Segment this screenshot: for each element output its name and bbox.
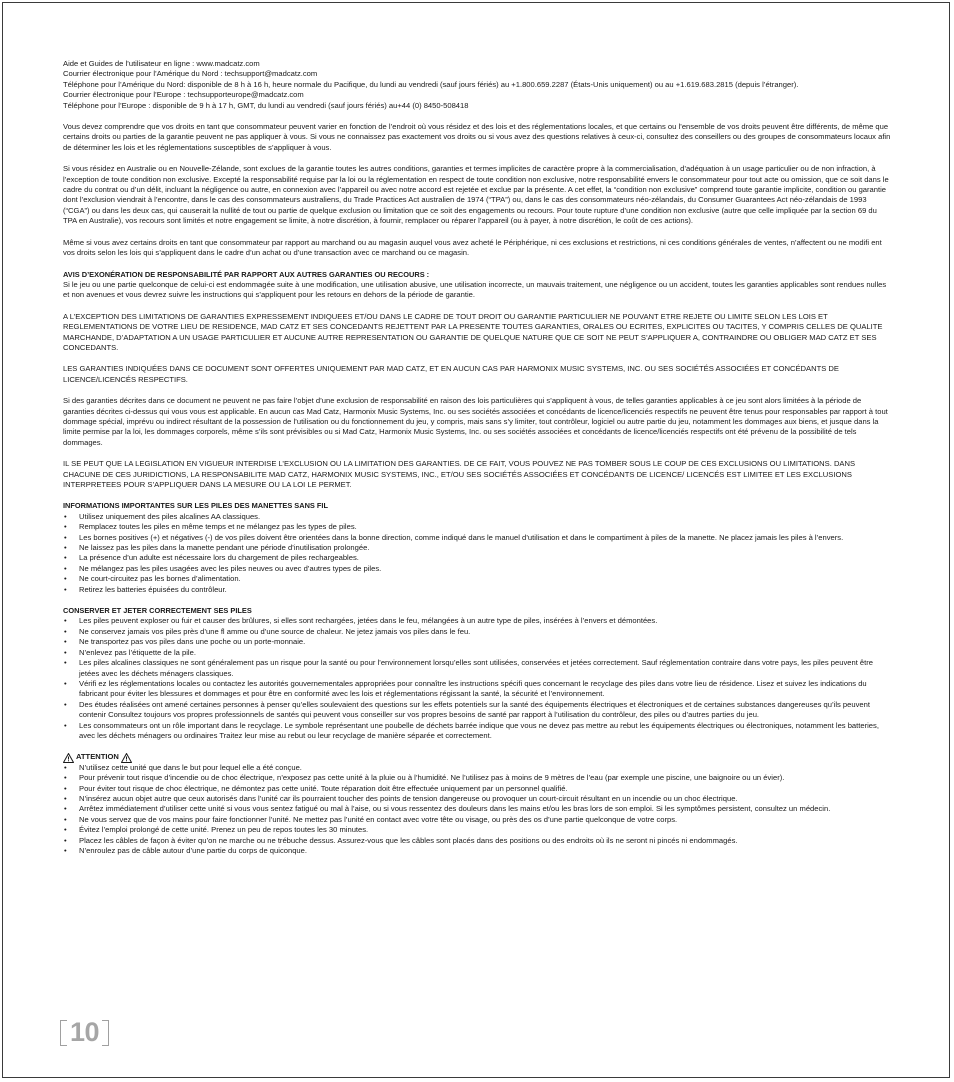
paragraph-text: IL SE PEUT QUE LA LEGISLATION EN VIGUEUR INTERDISE L’EXCLUSION OU LA LIMITATION DES GARANTIES. DE CE FAIT, VOUS POUVEZ NE PAS TOMBER SOUS LE COUP DE CES EXCLUSIONS OU LIMITATIONS. DANS CHACUNE DE CES JURIDICTIONS, LA RESPONSABILITE MAD CATZ, HARMONIX MUSIC SYSTEMS, INC., ET/OU SES SOCIÉTÉS ASSOCIÉES ET CONCÉDANTS DE LICENCE/ LICENCÉS EST LIMITEE ET LES EXCLUSIONS INTERPRETEES POUR S’APPLIQUER DANS LA MESURE OU LA LOI LE PERMET. bbox=[63, 459, 856, 489]
rights-paragraph bbox=[63, 122, 891, 153]
list-item: • N’insérez aucun objet autre que ceux autorisés dans l’unité car ils pourraient toucher des points de tension dangereuse ou provoquer un court-circuit résultant en un incendie ou un choc électrique. bbox=[63, 794, 891, 804]
storage-list bbox=[63, 616, 891, 741]
list-item: • Ne conservez jamais vos piles près d’une fl amme ou d’une source de chaleur. Ne jetez jamais vos piles dans le feu. bbox=[63, 627, 891, 637]
list-item: • Des études réalisées ont amené certaines personnes à penser qu’elles soulevaient des questions sur les effets potentiels sur la santé des équipements électriques et électroniques et de certaines substances dangereuses qu’ils peuvent contenir Consultez toujours vos propres professionnels de santés qui peuvent vous conseiller sur vos propres besoins de santé par rapport à l’utilisation du contrôleur, des piles ou d’autres parties du jeu. bbox=[63, 700, 891, 721]
section-heading: CONSERVER ET JETER CORRECTEMENT SES PILES bbox=[63, 606, 252, 616]
bracket-left bbox=[60, 1020, 67, 1046]
legislation-paragraph bbox=[63, 459, 891, 490]
attention-heading bbox=[63, 752, 891, 762]
list-item: • Utilisez uniquement des piles alcalines AA classiques. bbox=[63, 512, 891, 522]
paragraph-text: Si le jeu ou une partie quelconque de celui-ci est endommagée suite à une modification, une utilisation abusive, une utilisation incorrecte, un mauvais traitement, une négligence ou un accident, toutes les garanties applicables sont rendues nulles et non avenues et vous devrez suivre les instructions qui s’appliquent pour les retours en dehors de la période de garantie. bbox=[63, 279, 887, 300]
list-item: • Vérifi ez les réglementations locales ou contactez les autorités gouvernementales appropriées pour connaître les instructions spécifi ques concernant le recyclage des piles dans votre lieu de résidence. Lisez et suivez les indications du fabricant pour éviter les blessures et dommages et pour être en conformité avec les lois et réglementations régissant la santé, la sécurité et l’environnement. bbox=[63, 679, 891, 700]
contact-line: Téléphone pour l’Amérique du Nord: disponible de 8 h à 16 h, heure normale du Pacifique, du lundi au vendredi (sauf jours fériés) au +1.800.659.2287 (États-Unis uniquement) ou au +1.619.683.2815 (depuis l’étranger). bbox=[63, 79, 799, 89]
contact-line: Courrier électronique pour l’Europe : techsupportеurope@madcatz.com bbox=[63, 90, 304, 100]
list-item: • Retirez les batteries épuisées du contrôleur. bbox=[63, 585, 891, 595]
attention-section bbox=[63, 752, 891, 856]
page-number bbox=[60, 1019, 109, 1046]
offered-paragraph bbox=[63, 364, 891, 385]
warning-triangle-icon bbox=[121, 753, 132, 763]
battery-list bbox=[63, 512, 891, 595]
list-item: • Arrêtez immédiatement d’utiliser cette unité si vous vous sentez fatigué ou mal à l’aise, ou si vous ressentez des douleurs dans les mains et/ou les bras lors de son emploi. Si les symptômes persistent, consultez un médecin. bbox=[63, 804, 891, 814]
disclaimer-section bbox=[63, 270, 891, 301]
list-item: • Les bornes positives (+) et négatives (-) de vos piles doivent être orientées dans la bonne direction, comme indiqué dans le manuel d’utilisation et dans le compartiment à piles de la manette. Ne placez jamais les piles à l’envers. bbox=[63, 533, 891, 543]
list-item: • Pour éviter tout risque de choc électrique, ne démontez pas cette unité. Toute réparation doit être effectuée uniquement par un personnel qualifié. bbox=[63, 784, 891, 794]
document-body bbox=[63, 59, 891, 867]
contact-line: Téléphone pour l’Europe : disponible de 9 h à 17 h, GMT, du lundi au vendredi (sauf jours fériés) au+44 (0) 8450-508418 bbox=[63, 100, 469, 110]
list-item: • N’utilisez cette unité que dans le but pour lequel elle a été conçue. bbox=[63, 763, 891, 773]
list-item: • Pour prévenir tout risque d’incendie ou de choc électrique, n’exposez pas cette unité à la pluie ou à l’humidité. Ne l’utilisez pas à moins de 9 mètres de l’eau (par exemple une piscine, une baignoire ou un évier). bbox=[63, 773, 891, 783]
list-item: • Ne laissez pas les piles dans la manette pendant une période d’inutilisation prolongée. bbox=[63, 543, 891, 553]
list-item: • Les piles alcalines classiques ne sont généralement pas un risque pour la santé ou pour l’environnement lorsqu’elles sont utilisées, conservées et jetées correctement. Sauf réglementation contraire dans votre pays, les piles peuvent être jetées avec les déchets ménagers classiques. bbox=[63, 658, 891, 679]
section-heading: INFORMATIONS IMPORTANTES SUR LES PILES DES MANETTES SANS FIL bbox=[63, 501, 328, 511]
contact-block bbox=[63, 59, 891, 111]
paragraph-text: Si des garanties décrites dans ce document ne peuvent ne pas faire l’objet d’une exclusion de responsabilité en raison des lois particulières qui s’appliquent à vous, de telles garanties applicables à ce jeu sont alors limitées à la période de garanties décrites ci-dessus qui vous vous est applicable. En aucun cas Mad Catz, Harmonix Music Systems, Inc. ou ses sociétés associées et concédants de licence/licenciés respectifs ne peuvent être tenus pour responsables par rapport à tout dommage spécial, imprévu ou indirect résultant de la possession de l’utilisation ou du fonctionnement du jeu, y compris, mais sans s’y limiter, tout contrôleur, logiciel ou autre partie du jeu, notamment les dommages aux biens, et jusque dans la limite permise par la loi, les dommages corporels, même s’ils sont prévisibles ou si Mad Catz, Harmonix Music Systems, Inc. ou ses sociétés associées et concédants de licence/licenciés respectifs ont été prévenu de la possibilité de tels dommages. bbox=[63, 396, 888, 447]
contact-line: Aide et Guides de l’utilisateur en ligne : www.madcatz.com bbox=[63, 59, 260, 68]
exception-paragraph bbox=[63, 312, 891, 354]
list-item: • N’enlevez pas l’étiquette de la pile. bbox=[63, 648, 891, 658]
list-item: • Ne mélangez pas les piles usagées avec les piles neuves ou avec d’autres types de piles. bbox=[63, 564, 891, 574]
storage-section bbox=[63, 606, 891, 741]
bracket-right bbox=[102, 1020, 109, 1046]
list-item: • Remplacez toutes les piles en même temps et ne mélangez pas les types de piles. bbox=[63, 522, 891, 532]
list-item: • La présence d’un adulte est nécessaire lors du chargement de piles rechargeables. bbox=[63, 553, 891, 563]
paragraph-text: Même si vous avez certains droits en tant que consommateur par rapport au marchand ou au magasin auquel vous avez acheté le Périphérique, ni ces exclusions et restrictions, ni ces conditions générales de ventes, n’affectent ou ne modifi ent vos droits selon les lois qui s’appliquent dans le cadre d’un achat ou d’une transaction avec ce marchand ou ce magasin. bbox=[63, 237, 882, 258]
attention-heading-text: ATTENTION bbox=[76, 752, 119, 762]
list-item: • Évitez l’emploi prolongé de cette unité. Prenez un peu de repos toutes les 30 minutes. bbox=[63, 825, 891, 835]
batteries-section bbox=[63, 501, 891, 595]
page-number-text: 10 bbox=[70, 1017, 100, 1047]
list-item: • Ne transportez pas vos piles dans une poche ou un porte-monnaie. bbox=[63, 637, 891, 647]
warning-triangle-icon bbox=[63, 753, 74, 763]
paragraph-text: Vous devez comprendre que vos droits en tant que consommateur peuvent varier en fonction de l’endroit où vous résidez et des lois et des réglementations locales, et que certains ou l’ensemble de vos droits peuvent être différents, de même que certains droits ou parties de la garantie peuvent ne pas appliquer à vous. Si vous ne connaissez pas exactement vos droits ou si vous avez des questions relatives à ceux-ci, consultez des conseillers ou des groupes de consommateurs locaux afin de déterminer les lois et les réglementations susceptibles de s’appliquer à vous. bbox=[63, 122, 891, 152]
attention-list bbox=[63, 763, 891, 857]
consumer-rights-paragraph bbox=[63, 238, 891, 259]
list-item: • Les piles peuvent exploser ou fuir et causer des brûlures, si elles sont rechargées, jetées dans le feu, mélangées à un autre type de piles, insérées à l’envers et démontées. bbox=[63, 616, 891, 626]
section-heading: AVIS D’EXONÉRATION DE RESPONSABILITÉ PAR RAPPORT AUX AUTRES GARANTIES OU RECOURS : bbox=[63, 269, 430, 279]
list-item: • Ne court-circuitez pas les bornes d’alimentation. bbox=[63, 574, 891, 584]
exclusion-paragraph bbox=[63, 396, 891, 448]
australia-paragraph bbox=[63, 164, 891, 226]
list-item: • Ne vous servez que de vos mains pour faire fonctionner l’unité. Ne mettez pas l’unité en contact avec votre tête ou visage, ou près des os d’une partie quelconque de votre corps. bbox=[63, 815, 891, 825]
paragraph-text: Si vous résidez en Australie ou en Nouvelle-Zélande, sont exclues de la garantie toutes les autres conditions, garanties et termes implicites de caractère propre à la commercialisation, d’adéquation à un usage particulier ou de non infraction, à l’exception de toute condition non exclusive. Excepté la responsabilité requise par la loi ou la réglementation en respect de toute condition non exclusive, notre responsabilité envers le consommateur pour tout acte ou omission, que ce soit dans le cadre du contrat ou d’un délit, incluant la négligence ou autre, en connexion avec l’appareil ou avec notre accord est rejetée et exclue par la présente. A cet effet, la “condition non exclusive” comprend toute garantie implicite, condition ou garantie dont l’exclusion viendrait à l’encontre, dans le cas des consommateurs australiens, du Trade Practices Act australien de 1974 (“TPA”) ou, dans le cas des consommateurs néo-zélandais, du Consumer Guarantees Act néo-zélandais de 1993 (“CGA”) ou dans les deux cas, qui causerait la nullité de tout ou partie de quelque exclusion ou limitation que ce soit des engagements ou recours. Pour toute rupture d’une condition non exclusive (autre que celle impliquée par la section 69 du TPA en Australie), vos recours sont limités et notre engagement se limite, à notre discrétion, à fournir, remplacer ou réparer l’appareil (ou à payer, à notre discrétion, le coût de ces actions). bbox=[63, 164, 889, 226]
list-item: • N’enroulez pas de câble autour d’une partie du corps de quiconque. bbox=[63, 846, 891, 856]
paragraph-text: A L’EXCEPTION DES LIMITATIONS DE GARANTIES EXPRESSEMENT INDIQUEES ET/OU DANS LE CADRE DE TOUT DROIT OU GARANTIE PARTICULIER NE POUVANT ETRE REJETE OU LIMITE SELON LES LOIS ET REGLEMENTATIONS DE VOTRE LIEU DE RESIDENCE, MAD CATZ ET SES CONCEDANTS REJETTENT PAR LA PRESENTE TOUTES GARANTIES, ORALES OU ECRITES, EXPLICITES OU TACITES, Y COMPRIS CELLES DE QUALITE MARCHANDE, D’ADAPTATION A UN USAGE PARTICULIER ET AUCUNE AUTRE REPRESENTATION OU GARANTIE DE QUELQUE NATURE QUE CE SOIT NE PEUT S’APPLIQUER A, CONTRAINDRE OU OBLIGER MAD CATZ ET SES CONCEDANTS. bbox=[63, 311, 883, 352]
list-item: • Les consommateurs ont un rôle important dans le recyclage. Le symbole représentant une poubelle de déchets barrée indique que vous ne devez pas mettre au rebut les équipements électriques ou électroniques, notamment les batteries, avec les déchets ménagers ou ordinaires Traitez leur mise au rebut ou leur recyclage de manière séparée et correctement. bbox=[63, 721, 891, 742]
list-item: • Placez les câbles de façon à éviter qu’on ne marche ou ne trébuche dessus. Assurez-vous que les câbles sont placés dans des positions ou des endroits où ils ne seront ni pincés ni endommagés. bbox=[63, 836, 891, 846]
contact-line: Courrier électronique pour l’Amérique du Nord : techsupport@madcatz.com bbox=[63, 69, 318, 79]
paragraph-text: LES GARANTIES INDIQUÉES DANS CE DOCUMENT SONT OFFERTES UNIQUEMENT PAR MAD CATZ, ET EN AUCUN CAS PAR HARMONIX MUSIC SYSTEMS, INC. OU SES SOCIÉTÉS ASSOCIÉES ET CONCÉDANTS DE LICENCE/LICENCÉS RESPECTIFS. bbox=[63, 364, 839, 384]
